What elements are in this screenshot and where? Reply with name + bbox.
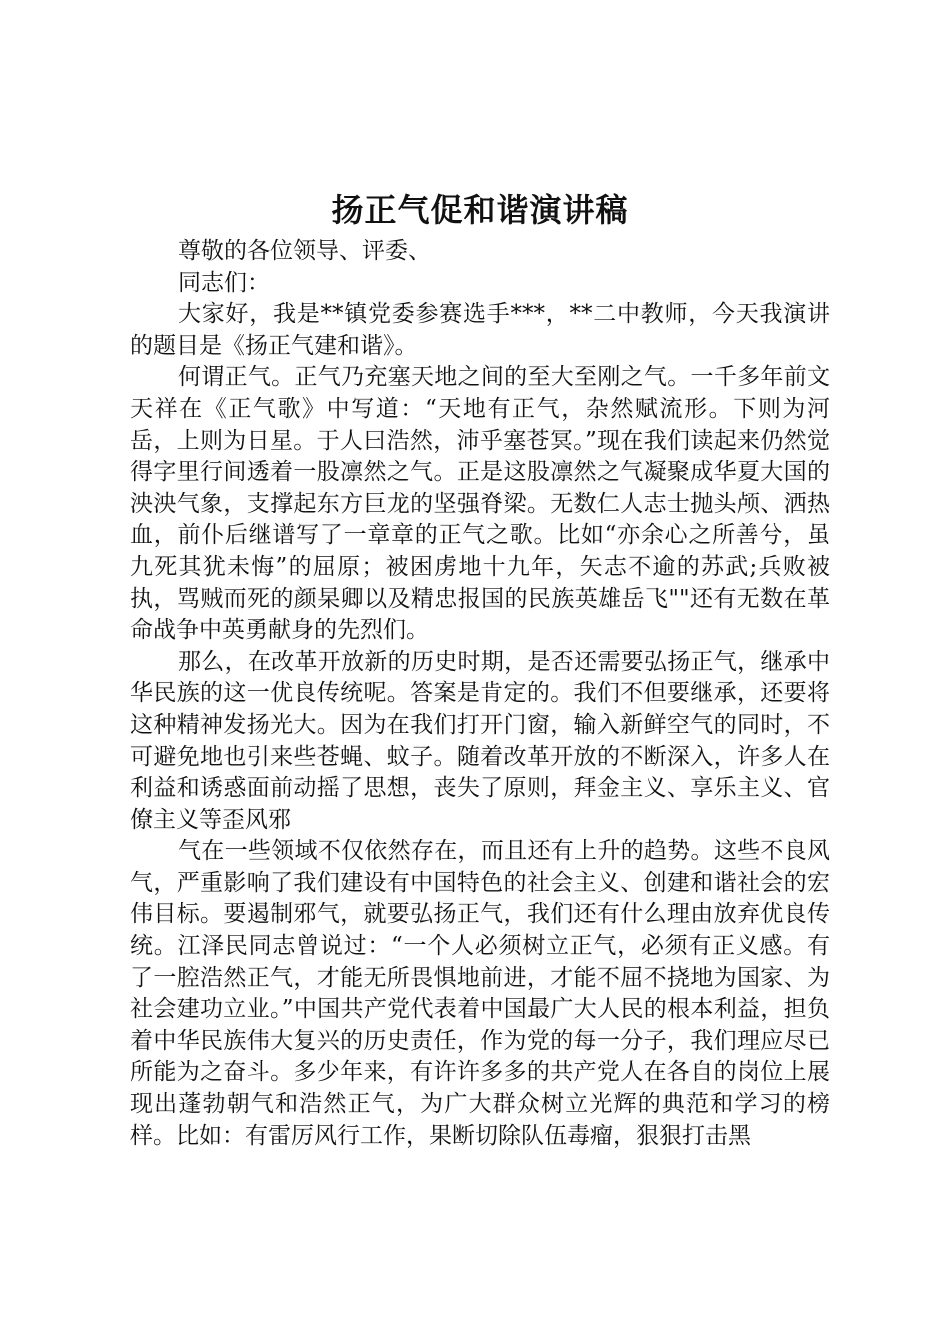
document-title: 扬正气促和谐演讲稿	[331, 191, 629, 229]
body-paragraph-continuation: 气在一些领域不仅依然存在，而且还有上升的趋势。这些不良风气，严重影响了我们建设有中国特色的社会主义、创建和谐社会的宏伟目标。要遏制邪气，就要弘扬正气，我们还有什么理由放弃优良传统。江泽民同志曾说过：“一个人必须树立正气，必须有正义感。有了一腔浩然正气，才能无所畏惧地前进，才能不屈不挠地为国家、为社会建功立业。”中国共产党代表着中国最广大人民的根本利益，担负着中华民族伟大复兴的历史责任，作为党的每一分子，我们理应尽已所能为之奋斗。多少年来，有许许多多的共产党人在各自的岗位上展现出蓬勃朝气和浩然正气，为广大群众树立光辉的典范和学习的榜样。比如：有雷厉风行工作，果断切除队伍毒瘤，狠狠打击黑	[130, 838, 830, 1149]
salutation-line-1: 尊敬的各位领导、评委、	[178, 238, 431, 264]
document-page	[130, 188, 830, 1152]
body-paragraph-definition: 何谓正气。正气乃充塞天地之间的至大至刚之气。一千多年前文天祥在《正气歌》中写道：“天地有正气，杂然赋流形。下则为河岳，上则为日星。于人曰浩然，沛乎塞苍冥。”现在我们读起来仍然觉得字里行间透着一股凛然之气。正是这股凛然之气凝聚成华夏大国的泱泱气象，支撑起东方巨龙的坚强脊梁。无数仁人志士抛头颅、洒热血，前仆后继谱写了一章章的正气之歌。比如“亦余心之所善兮，虽九死其犹未悔”的屈原；被困虏地十九年，矢志不逾的苏武;兵败被执，骂贼而死的颜杲卿以及精忠报国的民族英雄岳飞""还有无数在革命战争中英勇献身的先烈们。	[130, 364, 830, 644]
salutation-line-2: 同志们：	[178, 269, 270, 296]
body-paragraph-reform: 那么，在改革开放新的历史时期，是否还需要弘扬正气，继承中华民族的这一优良传统呢。答案是肯定的。我们不但要继承，还要将这种精神发扬光大。因为在我们打开门窗，输入新鲜空气的同时，不可避免地也引来些苍蝇、蚊子。随着改革开放的不断深入，许多人在利益和诱惑面前动摇了思想，丧失了原则，拜金主义、享乐主义、官僚主义等歪风邪	[130, 648, 830, 833]
body-paragraph-intro: 大家好，我是**镇党委参赛选手***，**二中教师，今天我演讲的题目是《扬正气建和谐》。	[130, 301, 830, 359]
